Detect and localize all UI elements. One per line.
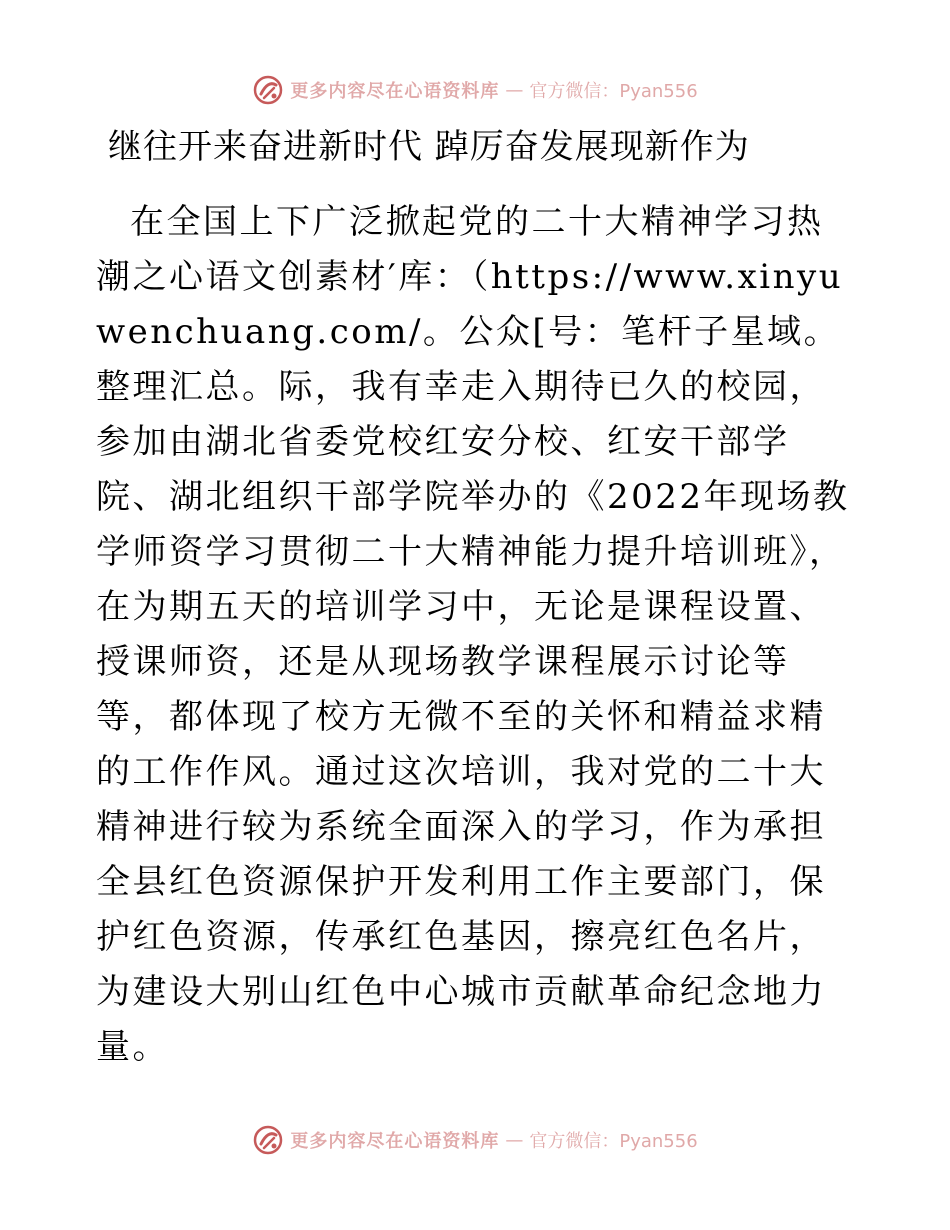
- brand-logo-icon: [252, 1124, 284, 1156]
- document-title: 继往开来奋进新时代 踔厉奋发展现新作为: [108, 127, 750, 167]
- header-watermark-banner: [0, 70, 950, 110]
- header-banner-separator: —: [505, 79, 524, 101]
- footer-banner-wechat: 官方微信：Pyan556: [529, 1131, 698, 1152]
- header-banner-wechat: 官方微信：Pyan556: [529, 81, 698, 102]
- document-paragraph: 在全国上下广泛掀起党的二十大精神学习热潮之心语文创素材′库：（https://www.xinyuwenchuang.com/。公众[号：笔杆子星域。整理汇总。际，我有幸走入期待已久的校园，参加由湖北省委党校红安分校、红安干部学院、湖北组织干部学院举办的《2022年现场教学师资学习贯彻二十大精神能力提升培训班》，在为期五天的培训学习中，无论是课程设置、授课师资，还是从现场教学课程展示讨论等等，都体现了校方无微不至的关怀和精益求精的工作作风。通过这次培训，我对党的二十大精神进行较为系统全面深入的学习，作为承担全县红色资源保护开发利用工作主要部门，保护红色资源，传承红色基因，擦亮红色名片，为建设大别山红色中心城市贡献革命纪念地力量。: [96, 202, 850, 1067]
- footer-watermark-banner: [0, 1120, 950, 1160]
- footer-banner-text: 更多内容尽在心语资料库: [290, 1131, 500, 1152]
- brand-logo-icon: [252, 74, 284, 106]
- header-banner-text: 更多内容尽在心语资料库: [290, 81, 500, 102]
- footer-banner-separator: —: [505, 1129, 524, 1151]
